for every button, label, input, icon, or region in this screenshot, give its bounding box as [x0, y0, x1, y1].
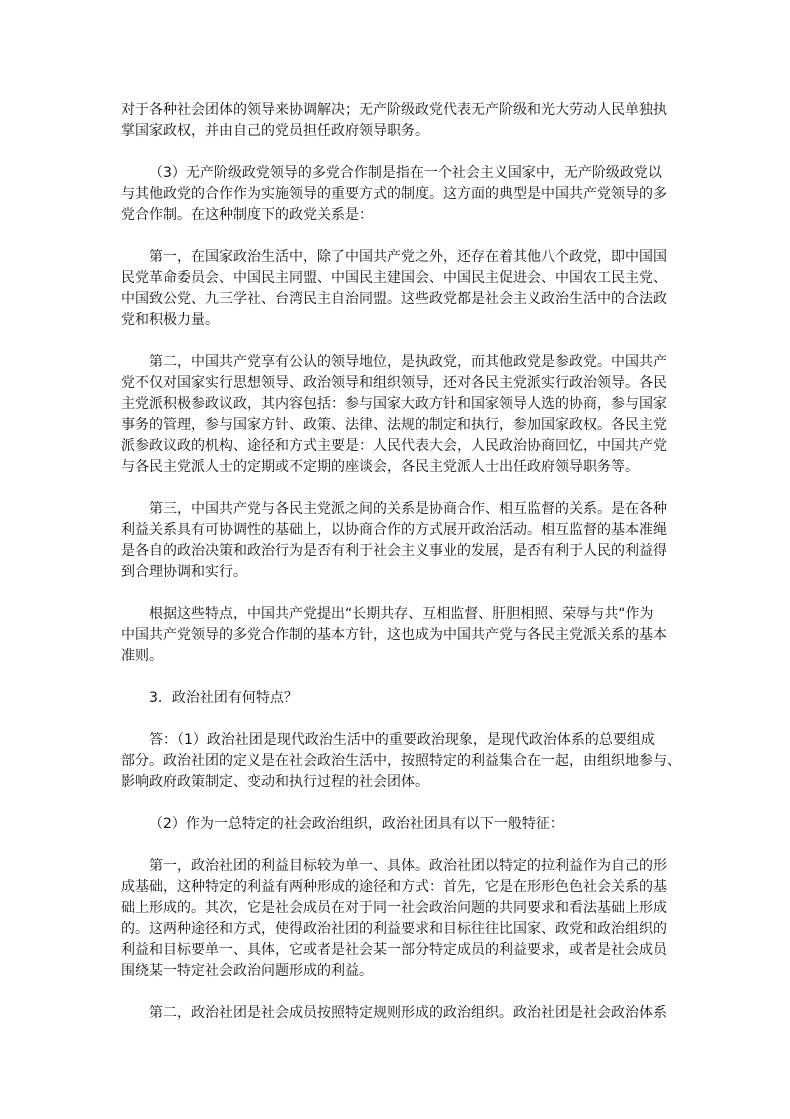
text-line: 派参政议政的机构、途径和方式主要是：人民代表大会，人民政治协商回忆，中国共产党 — [121, 438, 667, 454]
text-line: 到合理协调和实行。 — [121, 564, 247, 580]
paragraph — [121, 730, 691, 793]
paragraph — [121, 814, 691, 835]
text-line: 影响政府政策制定、变动和执行过程的社会团体。 — [121, 774, 429, 790]
text-line: 主党派积极参政议政，其内容包括：参与国家大政方针和国家领导人选的协商，参与国家 — [121, 396, 667, 412]
paragraph — [121, 604, 691, 667]
text-line: （2）作为一总特定的社会政治组织，政治社团具有以下一般特征： — [149, 816, 564, 832]
text-line: 与各民主党派人士的定期或不定期的座谈会，各民主党派人士出任政府领导职务等。 — [121, 459, 639, 475]
text-line: 事务的管理，参与国家方针、政策、法律、法规的制定和执行，参加国家政权。各民主党 — [121, 417, 667, 433]
text-line: 民党革命委员会、中国民主同盟、中国民主建国会、中国民主促进会、中国农工民主党、 — [121, 270, 667, 286]
paragraph — [121, 856, 691, 982]
text-line: 党不仅对国家实行思想领导、政治领导和组织领导，还对各民主党派实行政治领导。各民 — [121, 375, 667, 391]
paragraph — [121, 352, 691, 478]
text-line: 第三，中国共产党与各民主党派之间的关系是协商合作、相互监督的关系。是在各种 — [149, 501, 667, 517]
text-line: 根据这些特点，中国共产党提出“长期共存、互相监督、肝胆相照、荣辱与共“作为 — [149, 606, 654, 622]
text-line: 3．政治社团有何特点？ — [149, 690, 298, 706]
paragraph — [121, 1003, 691, 1024]
text-line: 中国致公党、九三学社、台湾民主自治同盟。这些政党都是社会主义政治生活中的合法政 — [121, 291, 667, 307]
document-body — [121, 100, 691, 1045]
paragraph — [121, 499, 691, 583]
text-line: 第二，中国共产党享有公认的领导地位，是执政党，而其他政党是参政党。中国共产 — [149, 354, 667, 370]
text-line: 与其他政党的合作作为实施领导的重要方式的制度。这方面的典型是中国共产党领导的多 — [121, 186, 667, 202]
paragraph — [121, 247, 691, 331]
text-line: （3）无产阶级政党领导的多党合作制是指在一个社会主义国家中，无产阶级政党以 — [149, 165, 662, 181]
paragraph — [121, 688, 691, 709]
text-line: 围绕某一特定社会政治问题形成的利益。 — [121, 963, 373, 979]
text-line: 准则。 — [121, 648, 163, 664]
text-line: 的。这两种途径和方式，使得政治社团的利益要求和目标往往比国家、政党和政治组织的 — [121, 921, 667, 937]
paragraph — [121, 100, 691, 142]
text-line: 中国共产党领导的多党合作制的基本方针，这也成为中国共产党与各民主党派关系的基本 — [121, 627, 667, 643]
text-line: 党合作制。在这种制度下的政党关系是： — [121, 207, 373, 223]
text-line: 答：（1）政治社团是现代政治生活中的重要政治现象，是现代政治体系的总要组成 — [149, 732, 655, 748]
text-line: 第一，政治社团的利益目标较为单一、具体。政治社团以特定的拉利益作为自己的形 — [149, 858, 667, 874]
text-line: 第一，在国家政治生活中，除了中国共产党之外，还存在着其他八个政党，即中国国 — [149, 249, 667, 265]
text-line: 成基础，这种特定的利益有两种形成的途径和方式：首先，它是在形形色色社会关系的基 — [121, 879, 667, 895]
text-line: 利益和目标要单一、具体，它或者是社会某一部分特定成员的利益要求，或者是社会成员 — [121, 942, 667, 958]
text-line: 掌国家政权，并由自己的党员担任政府领导职务。 — [121, 123, 429, 139]
text-line: 是各自的政治决策和政治行为是否有利于社会主义事业的发展，是否有利于人民的利益得 — [121, 543, 667, 559]
text-line: 对于各种社会团体的领导来协调解决；无产阶级政党代表无产阶级和光大劳动人民单独执 — [121, 102, 667, 118]
text-line: 利益关系具有可协调性的基础上，以协商合作的方式展开政治活动。相互监督的基本准绳 — [121, 522, 667, 538]
text-line: 础上形成的。其次，它是社会成员在对于同一社会政治问题的共同要求和看法基础上形成 — [121, 900, 667, 916]
text-line: 党和积极力量。 — [121, 312, 219, 328]
text-line: 部分。政治社团的定义是在社会政治生活中，按照特定的利益集合在一起，由组织地参与、 — [121, 753, 681, 769]
text-line: 第二，政治社团是社会成员按照特定规则形成的政治组织。政治社团是社会政治体系 — [149, 1005, 667, 1021]
paragraph — [121, 163, 691, 226]
